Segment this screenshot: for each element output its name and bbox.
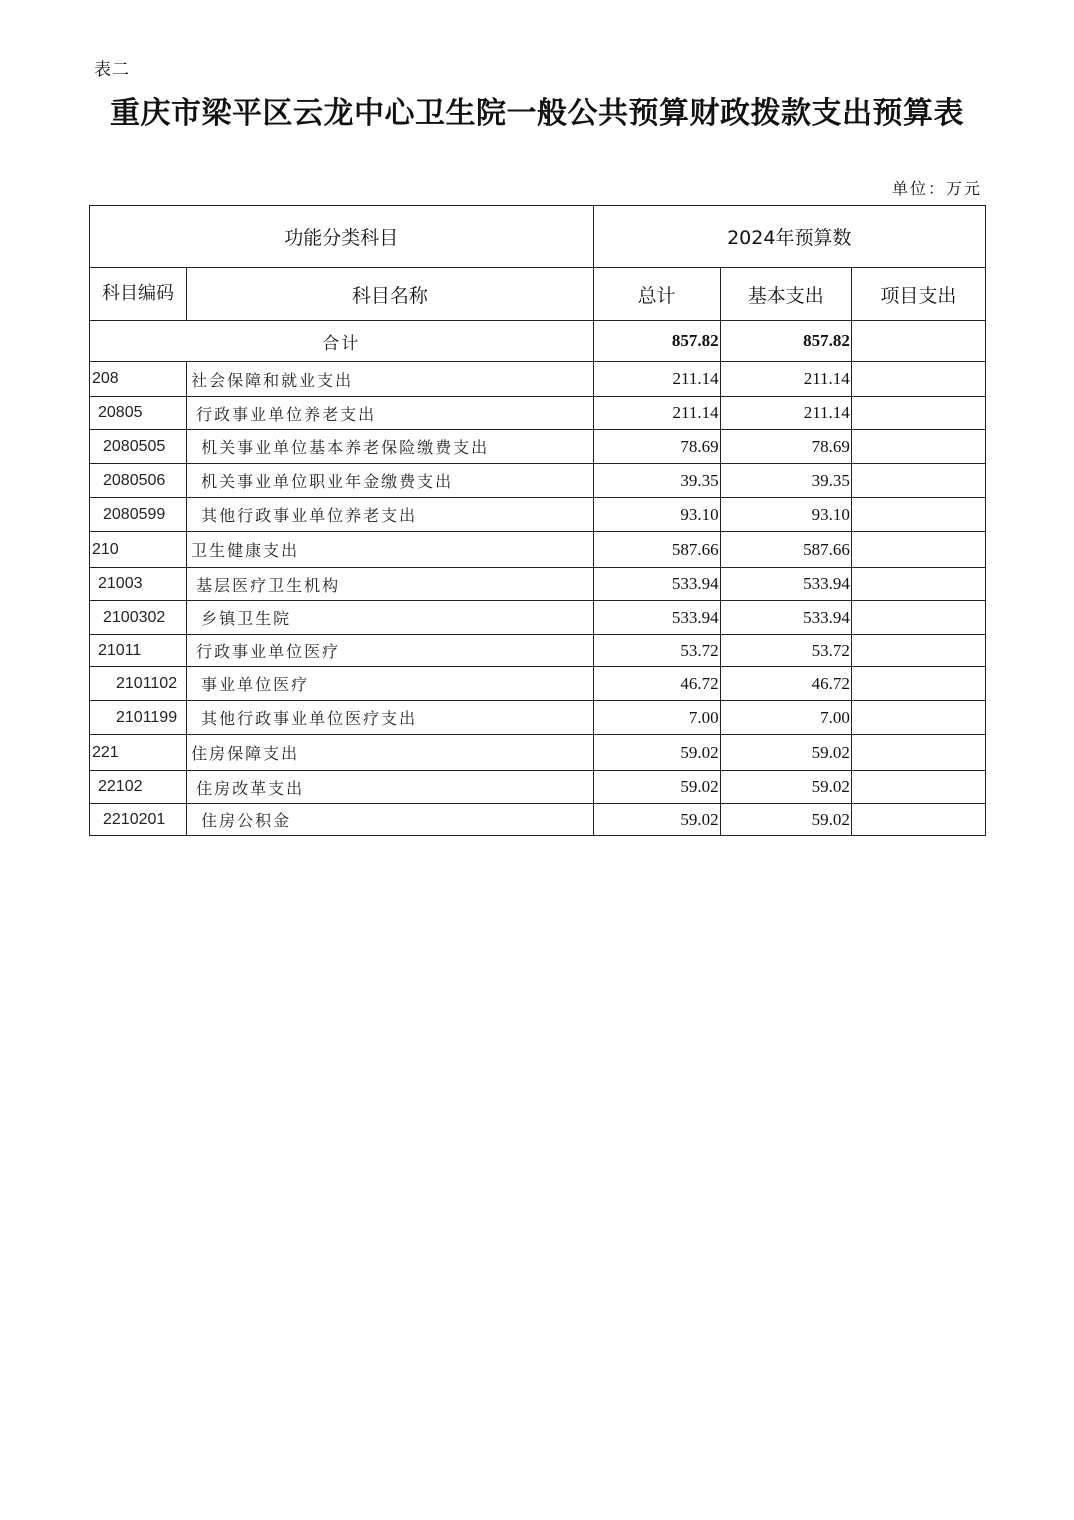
- table-row: [90, 667, 986, 701]
- subject-name-cell: 事业单位医疗: [187, 667, 593, 701]
- table-row: [90, 635, 986, 667]
- table-row: [90, 735, 986, 771]
- basic-expenditure-cell: 211.14: [720, 362, 851, 397]
- total-cell: 533.94: [593, 568, 720, 601]
- header-subject-code: 科目编码: [90, 268, 187, 321]
- basic-expenditure-cell: 78.69: [720, 430, 851, 464]
- document-title: 重庆市梁平区云龙中心卫生院一般公共预算财政拨款支出预算表: [110, 96, 964, 131]
- header-function-category: 功能分类科目: [90, 206, 594, 268]
- project-expenditure-cell: [851, 701, 985, 735]
- subject-code-cell: 221: [90, 735, 187, 771]
- total-sum: 857.82: [593, 321, 720, 362]
- basic-expenditure-cell: 533.94: [720, 601, 851, 635]
- total-cell: 78.69: [593, 430, 720, 464]
- project-expenditure-cell: [851, 601, 985, 635]
- basic-expenditure-cell: 533.94: [720, 568, 851, 601]
- header-project-expenditure: 项目支出: [851, 268, 985, 321]
- basic-expenditure-cell: 46.72: [720, 667, 851, 701]
- table-row: [90, 568, 986, 601]
- table-row: [90, 804, 986, 836]
- total-row: [90, 321, 986, 362]
- total-cell: 211.14: [593, 397, 720, 430]
- total-cell: 7.00: [593, 701, 720, 735]
- project-expenditure-cell: [851, 362, 985, 397]
- table-row: [90, 532, 986, 568]
- table-row: [90, 430, 986, 464]
- total-label: 合计: [90, 321, 594, 362]
- project-expenditure-cell: [851, 771, 985, 804]
- project-expenditure-cell: [851, 464, 985, 498]
- header-total: 总计: [593, 268, 720, 321]
- table-row: [90, 498, 986, 532]
- header-group-row: [90, 206, 986, 268]
- table-row: [90, 397, 986, 430]
- project-expenditure-cell: [851, 667, 985, 701]
- subject-code-cell: 2100302: [90, 601, 187, 635]
- subject-name-cell: 其他行政事业单位养老支出: [187, 498, 593, 532]
- table-row: [90, 601, 986, 635]
- project-expenditure-cell: [851, 397, 985, 430]
- total-cell: 533.94: [593, 601, 720, 635]
- subject-code-cell: 2080506: [90, 464, 187, 498]
- subject-name-cell: 基层医疗卫生机构: [187, 568, 593, 601]
- header-subject-name: 科目名称: [187, 268, 593, 321]
- project-expenditure-cell: [851, 635, 985, 667]
- subject-code-cell: 22102: [90, 771, 187, 804]
- project-expenditure-cell: [851, 568, 985, 601]
- subject-name-cell: 其他行政事业单位医疗支出: [187, 701, 593, 735]
- table-label: 表二: [94, 60, 130, 80]
- project-expenditure-cell: [851, 430, 985, 464]
- basic-expenditure-cell: 59.02: [720, 735, 851, 771]
- total-basic: 857.82: [720, 321, 851, 362]
- basic-expenditure-cell: 59.02: [720, 771, 851, 804]
- basic-expenditure-cell: 211.14: [720, 397, 851, 430]
- basic-expenditure-cell: 587.66: [720, 532, 851, 568]
- subject-name-cell: 机关事业单位职业年金缴费支出: [187, 464, 593, 498]
- project-expenditure-cell: [851, 735, 985, 771]
- table-row: [90, 464, 986, 498]
- total-cell: 53.72: [593, 635, 720, 667]
- subject-name-cell: 住房改革支出: [187, 771, 593, 804]
- subject-name-cell: 行政事业单位养老支出: [187, 397, 593, 430]
- total-cell: 211.14: [593, 362, 720, 397]
- budget-table: [89, 205, 986, 836]
- subject-name-cell: 机关事业单位基本养老保险缴费支出: [187, 430, 593, 464]
- total-cell: 59.02: [593, 804, 720, 836]
- total-cell: 39.35: [593, 464, 720, 498]
- subject-name-cell: 行政事业单位医疗: [187, 635, 593, 667]
- table-row: [90, 771, 986, 804]
- subject-code-cell: 2080505: [90, 430, 187, 464]
- total-cell: 46.72: [593, 667, 720, 701]
- basic-expenditure-cell: 7.00: [720, 701, 851, 735]
- header-basic-expenditure: 基本支出: [720, 268, 851, 321]
- basic-expenditure-cell: 59.02: [720, 804, 851, 836]
- basic-expenditure-cell: 93.10: [720, 498, 851, 532]
- total-cell: 59.02: [593, 735, 720, 771]
- subject-name-cell: 住房保障支出: [187, 735, 593, 771]
- subject-code-cell: 208: [90, 362, 187, 397]
- basic-expenditure-cell: 53.72: [720, 635, 851, 667]
- subject-code-cell: 2101102: [90, 667, 187, 701]
- subject-code-cell: 2210201: [90, 804, 187, 836]
- subject-name-cell: 住房公积金: [187, 804, 593, 836]
- total-cell: 93.10: [593, 498, 720, 532]
- project-expenditure-cell: [851, 498, 985, 532]
- subject-code-cell: 21003: [90, 568, 187, 601]
- subject-code-cell: 20805: [90, 397, 187, 430]
- subject-code-cell: 2101199: [90, 701, 187, 735]
- total-cell: 59.02: [593, 771, 720, 804]
- unit-label: 单位：万元: [891, 179, 982, 198]
- total-cell: 587.66: [593, 532, 720, 568]
- subject-code-cell: 21011: [90, 635, 187, 667]
- project-expenditure-cell: [851, 532, 985, 568]
- table-row: [90, 701, 986, 735]
- header-budget-year: 2024年预算数: [593, 206, 985, 268]
- subject-code-cell: 2080599: [90, 498, 187, 532]
- project-expenditure-cell: [851, 804, 985, 836]
- basic-expenditure-cell: 39.35: [720, 464, 851, 498]
- subject-name-cell: 社会保障和就业支出: [187, 362, 593, 397]
- subject-name-cell: 乡镇卫生院: [187, 601, 593, 635]
- subject-name-cell: 卫生健康支出: [187, 532, 593, 568]
- total-project: [851, 321, 985, 362]
- subject-code-cell: 210: [90, 532, 187, 568]
- header-column-row: [90, 268, 986, 321]
- table-row: [90, 362, 986, 397]
